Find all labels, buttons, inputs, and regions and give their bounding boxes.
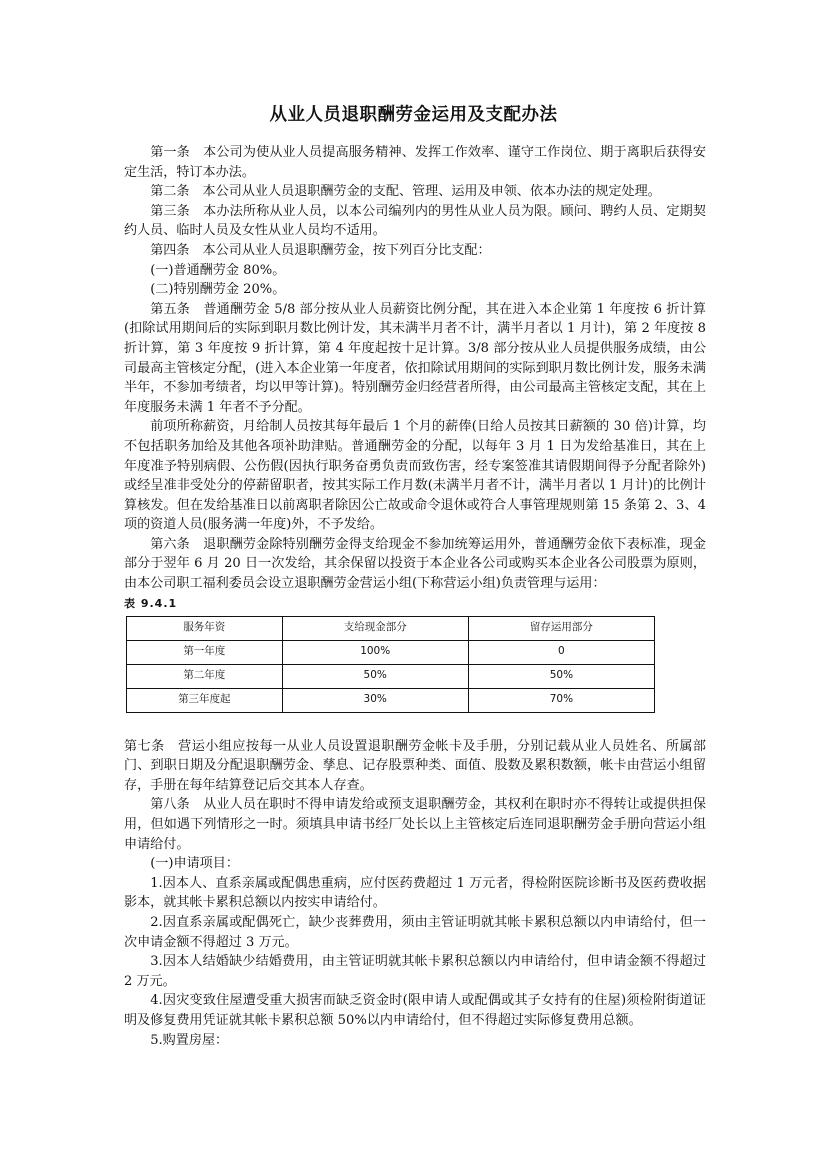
application-item-5: 5.购置房屋： — [150, 1032, 229, 1048]
table-row — [127, 640, 655, 664]
article-1: 第一条 本公司为使从业人员提高服务精神、发挥工作效率、谨守工作岗位、期于离职后获得安定生活，特订本办法。 — [124, 145, 706, 180]
table-cell: 第一年度 — [127, 640, 283, 664]
table-cell: 30% — [282, 688, 468, 712]
article-3: 第三条 本办法所称从业人员，以本公司编列内的男性从业人员为限。顾问、聘约人员、定期契约人员、临时人员及女性从业人员均不适用。 — [124, 203, 706, 239]
application-item-2: 2.因直系亲属或配偶死亡，缺少丧葬费用，须由主管证明就其帐卡累积总额以内申请给付，但一次申请金额不得超过 3 万元。 — [124, 915, 706, 950]
article-2: 第二条 本公司从业人员退职酬劳金的支配、管理、运用及申领、依本办法的规定处理。 — [150, 184, 661, 200]
article-7: 第七条 营运小组应按每一从业人员设置退职酬劳金帐卡及手册，分别记载从业人员姓名、所属部门、到职日期及分配退职酬劳金、孳息、记存股票种类、面值、股数及累积数额，帐卡由营运小组留存，手册在每年结算登记后交其本人存查。 — [124, 738, 706, 793]
article-4-item-1: (一)普通酬劳金 80%。 — [150, 262, 286, 278]
table-cell: 第三年度起 — [127, 688, 283, 712]
article-5-continued: 前项所称薪资，月给制人员按其每年最后 1 个月的薪俸(日给人员按其日薪额的 30 倍)计算，均不包括职务加给及其他各项补助津贴。普通酬劳金的分配，以每年 3 月 1 日为发给基准日，其在上年度准予特别病假、公伤假(因执行职务奋勇负责而致伤害，经专案签准其请假期间得予分配者除外)或经呈准非受处分的停薪留职者，按其实际工作月数(未满半月者不计，满半月者以 1 月计)的比例计算核发。但在发给基准日以前离职者除因公亡故或命令退休或符合人事管理规则第 15 条第 2、3、4 项的资道人员(服务满一年度)外，不予发给。 — [124, 419, 706, 533]
application-item-1: 1.因本人、直系亲属或配偶患重病，应付医药费超过 1 万元者，得检附医院诊断书及医药费收据影本，就其帐卡累积总额以内按实申请给付。 — [124, 875, 706, 911]
table-cell: 第二年度 — [127, 664, 283, 688]
table-header-cell: 支给现金部分 — [282, 616, 468, 640]
table-cell: 70% — [468, 688, 654, 712]
document-title: 从业人员退职酬劳金运用及支配办法 — [269, 105, 558, 125]
table-cell: 0 — [468, 640, 654, 664]
table-header-row — [127, 616, 655, 640]
table-row — [127, 664, 655, 688]
table-caption: 表 9.4.1 — [124, 596, 178, 610]
document-body — [124, 143, 706, 1050]
spacer — [124, 713, 706, 737]
application-items-heading: (一)申请项目： — [150, 856, 239, 872]
table-cell: 50% — [282, 664, 468, 688]
table-cell: 50% — [468, 664, 654, 688]
article-6: 第六条 退职酬劳金除特别酬劳金得支给现金不参加统筹运用外，普通酬劳金依下表标准，现金部分于翌年 6 月 20 日一次发给，其余保留以投资于本企业各公司或购买本企业各公司股票为原则，由本公司职工福利委员会设立退职酬劳金营运小组(下称营运小组)负责管理与运用： — [124, 536, 706, 592]
table-cell: 100% — [282, 640, 468, 664]
article-8: 第八条 从业人员在职时不得申请发给或预支退职酬劳金，其权利在职时亦不得转让或提供担保用，但如遇下列情形之一时。须填具申请书经厂处长以上主管核定后连同退职酬劳金手册向营运小组申请给付。 — [124, 797, 706, 852]
application-item-4: 4.因灾变致住屋遭受重大损害而缺乏资金时(限申请人或配偶或其子女持有的住屋)须检附街道证明及修复费用凭证就其帐卡累积总额 50%以内申请给付，但不得超过实际修复费用总额。 — [124, 993, 706, 1028]
allocation-table — [126, 616, 655, 713]
table-header-cell: 服务年资 — [127, 616, 283, 640]
table-row — [127, 688, 655, 712]
table-header-cell: 留存运用部分 — [468, 616, 654, 640]
article-5: 第五条 普通酬劳金 5/8 部分按从业人员薪资比例分配，其在进入本企业第 1 年度按 6 折计算(扣除试用期间后的实际到职月数比例计发，其未满半月者不计，满半月者以 1 月计)，第 2 年度按 8 折计算，第 3 年度按 9 折计算，第 4 年度起按十足计算。3/8 部分按从业人员提供服务成绩，由公司最高主管核定分配，(进入本企业第一年度者，依扣除试用期间的实际到职月数比例计发，服务未满半年，不参加考绩者，均以甲等计算)。特别酬劳金归经营者所得，由公司最高主管核定支配，其在上年度服务未满 1 年者不予分配。 — [124, 301, 706, 415]
application-item-3: 3.因本人结婚缺少结婚费用，由主管证明就其帐卡累积总额以内申请给付，但申请金额不得超过 2 万元。 — [124, 954, 706, 989]
article-4-item-2: (二)特别酬劳金 20%。 — [150, 282, 286, 298]
article-4: 第四条 本公司从业人员退职酬劳金，按下列百分比支配： — [150, 242, 491, 258]
